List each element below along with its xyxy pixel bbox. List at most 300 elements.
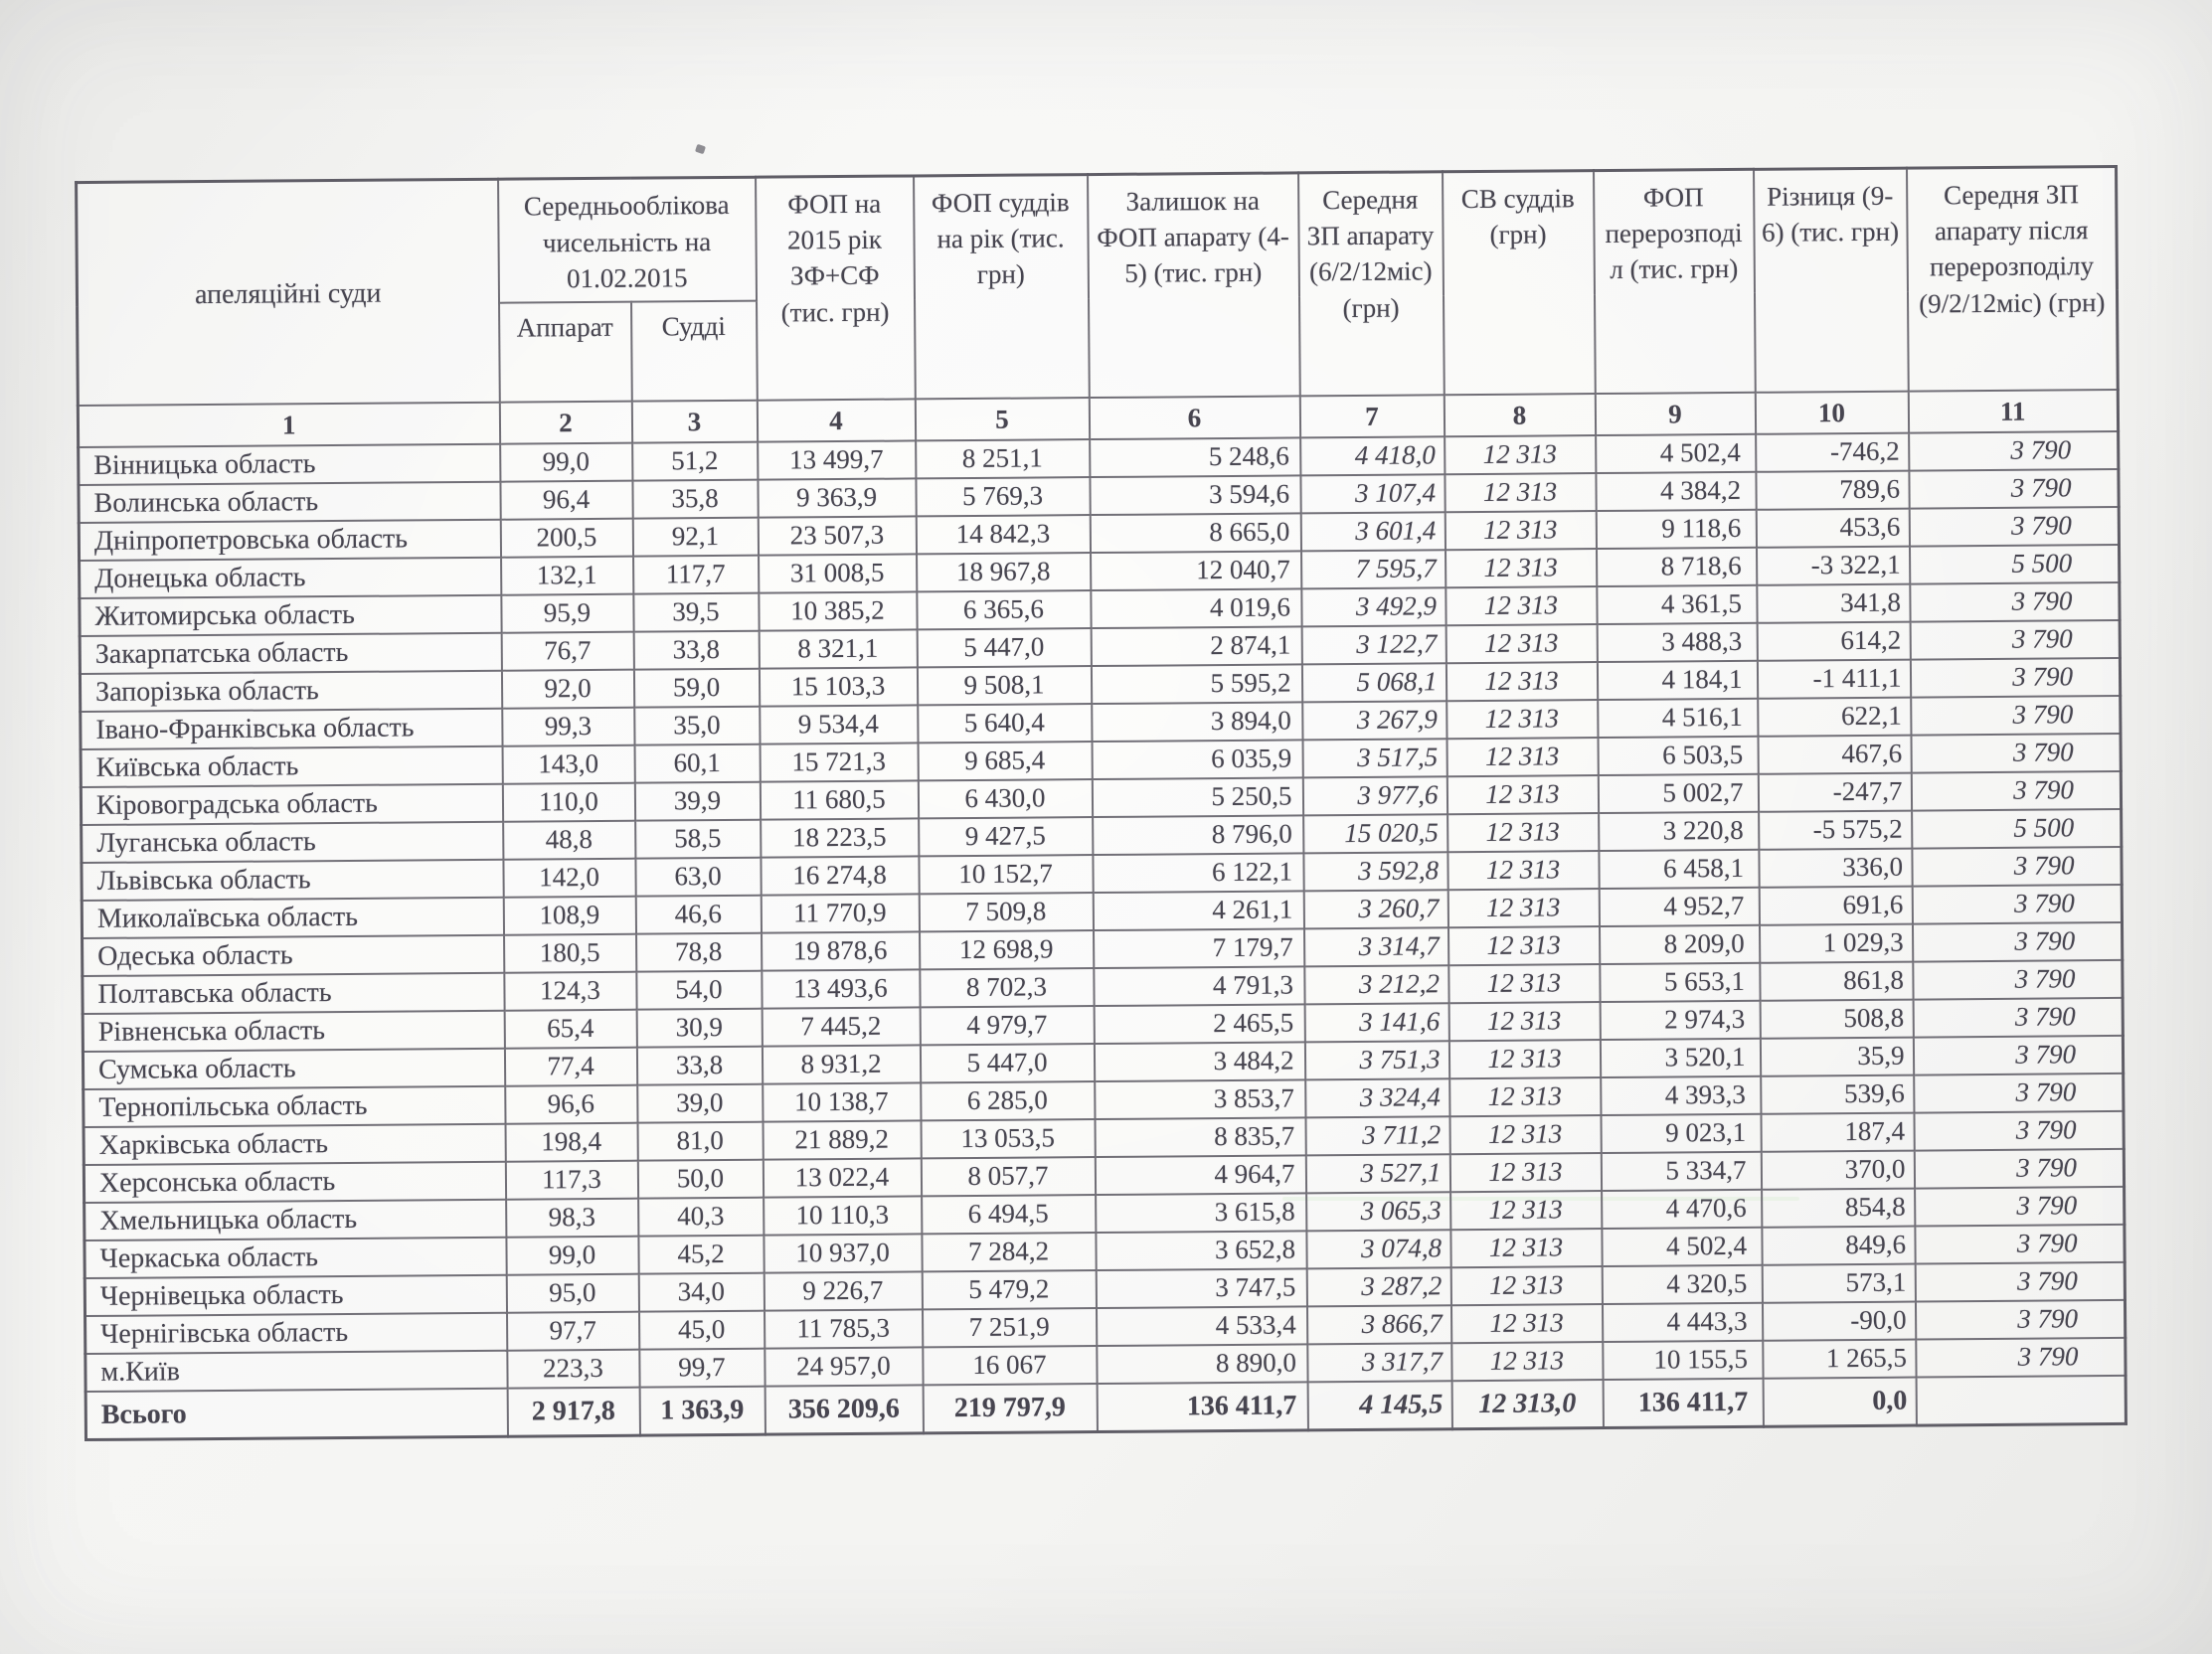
cell: 3 615,8 xyxy=(1096,1193,1306,1233)
cell: 5 250,5 xyxy=(1092,777,1302,817)
region-name: Волинська область xyxy=(79,481,500,522)
cell: 12 313 xyxy=(1447,926,1599,965)
cell: 4 533,4 xyxy=(1096,1306,1306,1346)
cell: -1 411,1 xyxy=(1757,659,1910,698)
cell: 6 430,0 xyxy=(918,779,1092,818)
cell: 7 595,7 xyxy=(1301,550,1446,588)
cell: 81,0 xyxy=(637,1121,763,1160)
cell: 8 209,0 xyxy=(1599,924,1759,963)
cell: 3 790 xyxy=(1910,658,2120,698)
cell: -90,0 xyxy=(1762,1301,1915,1340)
cell: 3 488,3 xyxy=(1597,622,1757,661)
cell: 92,0 xyxy=(501,669,633,708)
cell: 12 313 xyxy=(1447,813,1599,852)
cell: 23 507,3 xyxy=(758,516,916,555)
cell: 6 458,1 xyxy=(1599,849,1759,888)
cell: 33,8 xyxy=(636,1046,762,1084)
cell: 97,7 xyxy=(507,1311,639,1350)
scan-speck xyxy=(695,144,706,154)
cell: 96,4 xyxy=(500,480,632,519)
cell: 2 465,5 xyxy=(1094,1004,1304,1044)
cell: 467,6 xyxy=(1758,735,1911,773)
cell: 3 652,8 xyxy=(1096,1231,1306,1270)
cell: 12 313 xyxy=(1446,738,1598,776)
cell: 45,0 xyxy=(639,1310,765,1349)
cell: 8 931,2 xyxy=(762,1045,920,1083)
cell: 3 594,6 xyxy=(1090,475,1300,515)
cell: 3 790 xyxy=(1915,1187,2125,1227)
cell: -247,7 xyxy=(1758,772,1911,811)
cell: 3 790 xyxy=(1916,1338,2126,1378)
cell: 15 020,5 xyxy=(1303,814,1447,853)
cell: 4 952,7 xyxy=(1599,887,1759,925)
cell: 5 640,4 xyxy=(918,704,1092,743)
cell: 12 313 xyxy=(1448,1040,1600,1078)
cell: 3 790 xyxy=(1914,1074,2124,1113)
cell: 10 937,0 xyxy=(764,1234,922,1272)
cell: 6 503,5 xyxy=(1598,736,1758,774)
col-number: 6 xyxy=(1089,396,1299,439)
cell: 854,8 xyxy=(1762,1188,1915,1227)
cell: 3 853,7 xyxy=(1095,1079,1305,1119)
cell: 341,8 xyxy=(1757,583,1910,622)
cell: 198,4 xyxy=(505,1122,637,1161)
cell: 136 411,7 xyxy=(1097,1382,1307,1431)
cell: 539,6 xyxy=(1761,1075,1914,1113)
cell: 3 790 xyxy=(1913,1036,2123,1075)
cell: 63,0 xyxy=(635,857,761,896)
col-number: 3 xyxy=(631,400,757,442)
cell: 4 145,5 xyxy=(1307,1381,1451,1430)
cell: 8 796,0 xyxy=(1093,815,1303,855)
cell: 21 889,2 xyxy=(763,1120,921,1159)
cell: 4 184,1 xyxy=(1597,660,1757,699)
cell: 99,3 xyxy=(502,707,634,745)
cell: 8 835,7 xyxy=(1095,1117,1305,1157)
cell: 3 314,7 xyxy=(1303,927,1447,966)
region-name: Івано-Франківська область xyxy=(81,708,502,748)
cell: 8 057,7 xyxy=(921,1157,1095,1196)
cell: 13 493,6 xyxy=(762,969,920,1008)
cell: 110,0 xyxy=(502,782,634,821)
cell: 117,7 xyxy=(633,555,759,593)
cell: 95,0 xyxy=(506,1273,638,1312)
cell: 12 313 xyxy=(1445,511,1596,550)
cell: 8 702,3 xyxy=(920,968,1094,1007)
cell: 3 866,7 xyxy=(1306,1305,1450,1344)
cell: 4 516,1 xyxy=(1598,698,1758,737)
region-name: Черкаська область xyxy=(85,1237,506,1277)
cell: 11 785,3 xyxy=(764,1309,922,1348)
cell: 12 313 xyxy=(1449,1115,1601,1154)
cell: 12 313 xyxy=(1451,1342,1603,1381)
cell: 59,0 xyxy=(633,668,759,707)
header-avg-salary-after: Середня ЗП апарату після перерозподілу (9/2/12міс) (грн) xyxy=(1907,166,2119,391)
cell: 10 110,3 xyxy=(764,1196,922,1235)
table-body xyxy=(79,431,2127,1440)
cell: 849,6 xyxy=(1762,1226,1915,1264)
scan-area xyxy=(75,165,2125,1441)
cell: 12 313 xyxy=(1450,1191,1602,1230)
cell: 12 313 xyxy=(1448,1002,1600,1041)
cell: 4 791,3 xyxy=(1094,966,1304,1006)
cell: 5 248,6 xyxy=(1090,437,1300,477)
cell: 3 074,8 xyxy=(1306,1230,1450,1268)
cell: 12 313 xyxy=(1446,662,1597,701)
cell: 8 251,1 xyxy=(916,439,1090,478)
cell: 2 917,8 xyxy=(507,1387,639,1436)
cell: 96,6 xyxy=(505,1084,637,1123)
cell: 31 008,5 xyxy=(759,554,917,592)
cell: 117,3 xyxy=(505,1160,637,1199)
cell: 5 334,7 xyxy=(1601,1151,1761,1190)
region-name: Кіровоградська область xyxy=(81,783,502,824)
cell: 4 964,7 xyxy=(1095,1155,1305,1195)
cell: 142,0 xyxy=(503,858,635,897)
cell: 3 484,2 xyxy=(1094,1042,1304,1081)
cell: 7 509,8 xyxy=(919,893,1093,931)
cell: 132,1 xyxy=(501,556,633,594)
cell: 35,9 xyxy=(1760,1037,1913,1075)
cell: 3 324,4 xyxy=(1305,1078,1449,1117)
cell: 6 035,9 xyxy=(1092,740,1302,779)
cell: 5 479,2 xyxy=(922,1270,1096,1309)
cell: 11 770,9 xyxy=(761,894,919,932)
cell: 12 313 xyxy=(1447,851,1599,890)
cell: 4 470,6 xyxy=(1602,1189,1762,1228)
cell: 136 411,7 xyxy=(1603,1378,1763,1427)
cell: 108,9 xyxy=(503,896,635,934)
cell: 3 790 xyxy=(1912,922,2122,962)
header-difference: Різниця (9-6) (тис. грн) xyxy=(1754,168,1909,392)
cell: 5 500 xyxy=(1909,545,2119,584)
cell: 3 122,7 xyxy=(1301,625,1446,664)
cell: 8 665,0 xyxy=(1090,513,1300,553)
cell: 4 979,7 xyxy=(920,1006,1094,1045)
cell: 10 155,5 xyxy=(1603,1340,1763,1379)
cell: 4 384,2 xyxy=(1596,471,1756,510)
cell: 4 320,5 xyxy=(1602,1264,1762,1303)
cell: 4 261,1 xyxy=(1093,891,1303,930)
cell: 15 103,3 xyxy=(759,667,917,706)
cell: 99,0 xyxy=(506,1236,638,1274)
cell: 40,3 xyxy=(638,1197,764,1236)
cell: 12 698,9 xyxy=(920,930,1094,969)
cell: 3 107,4 xyxy=(1300,474,1445,513)
cell: 5 769,3 xyxy=(916,477,1090,516)
region-name: Київська область xyxy=(81,745,502,786)
cell: 13 053,5 xyxy=(921,1119,1095,1158)
cell: 12 313 xyxy=(1446,775,1598,814)
region-name: м.Київ xyxy=(85,1350,507,1391)
region-name: Донецька область xyxy=(80,557,501,597)
header-fop-redistribution: ФОП перерозподіл (тис. грн) xyxy=(1594,169,1756,393)
cell: 219 797,9 xyxy=(923,1384,1097,1433)
cell: 9 508,1 xyxy=(917,666,1091,705)
cell: 39,5 xyxy=(633,592,759,631)
cell: 16 274,8 xyxy=(761,856,919,895)
header-avg-salary: Середня ЗП апарату (6/2/12міс) (грн) xyxy=(1298,172,1445,396)
col-number: 4 xyxy=(757,399,915,441)
cell: 3 492,9 xyxy=(1301,587,1446,626)
cell: 3 267,9 xyxy=(1302,701,1446,740)
cell: 7 445,2 xyxy=(762,1007,920,1046)
cell: 3 790 xyxy=(1911,771,2121,811)
col-number: 9 xyxy=(1595,392,1755,434)
cell: 124,3 xyxy=(504,971,636,1010)
cell: 10 385,2 xyxy=(759,591,917,630)
cell: 51,2 xyxy=(632,441,758,480)
cell: 4 502,4 xyxy=(1596,433,1756,472)
cell: 78,8 xyxy=(636,932,762,971)
cell: 12 313 xyxy=(1449,1153,1601,1192)
cell: 508,8 xyxy=(1760,999,1913,1038)
cell: 0,0 xyxy=(1763,1377,1916,1426)
cell: 614,2 xyxy=(1757,621,1910,660)
header-row-top xyxy=(77,166,2118,305)
cell: 3 894,0 xyxy=(1092,702,1302,742)
region-name: Херсонська область xyxy=(84,1161,505,1202)
cell: 12 313 xyxy=(1446,700,1598,739)
cell: 336,0 xyxy=(1759,848,1912,887)
cell: 19 878,6 xyxy=(762,931,920,970)
cell: 98,3 xyxy=(506,1198,638,1237)
cell: 92,1 xyxy=(632,517,758,556)
cell: 3 790 xyxy=(1913,960,2123,1000)
cell: 573,1 xyxy=(1762,1263,1915,1302)
cell: 3 790 xyxy=(1914,1149,2124,1189)
cell: 3 751,3 xyxy=(1304,1041,1448,1079)
cell: 4 019,6 xyxy=(1091,588,1301,628)
cell: 24 957,0 xyxy=(765,1347,923,1386)
cell: 10 152,7 xyxy=(919,855,1093,894)
region-name: Рівненська область xyxy=(83,1010,504,1051)
cell: 3 790 xyxy=(1914,1111,2124,1151)
cell: 1 363,9 xyxy=(639,1386,765,1434)
cell: 3 212,2 xyxy=(1304,965,1448,1004)
cell: -746,2 xyxy=(1756,432,1909,471)
header-fop-2015: ФОП на 2015 рік ЗФ+СФ (тис. грн) xyxy=(756,176,916,400)
cell: 3 790 xyxy=(1913,998,2123,1038)
region-name: Закарпатська область xyxy=(80,632,501,673)
region-name: Вінницька область xyxy=(79,443,500,484)
cell: 7 251,9 xyxy=(922,1308,1096,1347)
cell: 6 365,6 xyxy=(917,590,1091,629)
cell: 7 284,2 xyxy=(922,1233,1096,1271)
cell: 7 179,7 xyxy=(1094,928,1304,968)
cell: 54,0 xyxy=(636,970,762,1009)
cell: 861,8 xyxy=(1760,961,1913,1000)
cell: 18 223,5 xyxy=(761,818,919,857)
cell: 30,9 xyxy=(636,1008,762,1047)
cell: 76,7 xyxy=(501,631,633,670)
cell: 223,3 xyxy=(507,1349,639,1388)
cell: 14 842,3 xyxy=(916,515,1090,554)
cell: 12 313 xyxy=(1446,549,1597,587)
cell: 200,5 xyxy=(500,518,632,557)
cell: 187,4 xyxy=(1761,1112,1914,1151)
total-label: Всього xyxy=(85,1388,507,1439)
cell: 9 427,5 xyxy=(919,817,1093,856)
region-name: Житомирська область xyxy=(80,594,501,635)
cell: 4 418,0 xyxy=(1300,436,1445,475)
cell: 33,8 xyxy=(633,630,759,669)
cell: 34,0 xyxy=(638,1272,764,1311)
cell: 3 790 xyxy=(1910,582,2120,622)
cell: 12 313 xyxy=(1450,1266,1602,1305)
header-staff: Аппарат xyxy=(499,301,632,402)
cell: 3 527,1 xyxy=(1305,1154,1449,1193)
region-name: Тернопільська область xyxy=(84,1085,505,1126)
cell: 1 029,3 xyxy=(1759,923,1912,962)
cell: 16 067 xyxy=(923,1346,1097,1385)
cell: 13 022,4 xyxy=(763,1158,921,1197)
header-courts: апеляційні суди xyxy=(77,179,500,405)
cell: 622,1 xyxy=(1758,697,1911,736)
region-name: Чернігівська область xyxy=(85,1312,507,1353)
col-number: 10 xyxy=(1755,391,1908,433)
header-avg-count: Середньооблікова чисельність на 01.02.2015 xyxy=(498,177,757,302)
region-name: Запорізька область xyxy=(80,670,501,711)
cell: 3 790 xyxy=(1910,620,2120,660)
cell: 4 393,3 xyxy=(1601,1075,1761,1114)
cell: 99,0 xyxy=(500,442,632,481)
cell: 3 790 xyxy=(1915,1225,2125,1264)
cell: 8 321,1 xyxy=(759,629,917,668)
cell: 13 499,7 xyxy=(758,440,916,479)
cell: 6 122,1 xyxy=(1093,853,1303,893)
cell: 1 265,5 xyxy=(1763,1339,1916,1378)
cell: 95,9 xyxy=(501,593,633,632)
cell: 5 595,2 xyxy=(1091,664,1301,704)
cell: 5 002,7 xyxy=(1598,773,1758,812)
cell: 3 790 xyxy=(1912,885,2122,924)
cell xyxy=(1916,1376,2126,1425)
cell: 2 874,1 xyxy=(1091,626,1301,666)
cell: 39,9 xyxy=(634,781,760,820)
cell: -3 322,1 xyxy=(1756,546,1909,584)
region-name: Миколаївська область xyxy=(82,897,503,937)
cell: 8 890,0 xyxy=(1097,1344,1307,1384)
cell: 9 118,6 xyxy=(1596,509,1756,548)
col-number: 2 xyxy=(499,401,631,443)
cell: 3 790 xyxy=(1909,431,2119,471)
cell: 3 790 xyxy=(1911,734,2121,773)
cell: 3 711,2 xyxy=(1305,1116,1449,1155)
cell: 11 680,5 xyxy=(760,780,918,819)
cell: 4 361,5 xyxy=(1597,584,1757,623)
cell: 3 790 xyxy=(1915,1300,2125,1340)
region-name: Сумська область xyxy=(83,1048,504,1088)
cell: 3 065,3 xyxy=(1306,1192,1450,1231)
cell: 6 285,0 xyxy=(921,1081,1095,1120)
cell: 3 287,2 xyxy=(1306,1267,1450,1306)
cell: 60,1 xyxy=(634,744,760,782)
cell: 12 313 xyxy=(1447,889,1599,927)
cell: 2 974,3 xyxy=(1600,1000,1760,1039)
cell: 3 747,5 xyxy=(1096,1268,1306,1308)
cell: 39,0 xyxy=(637,1083,763,1122)
cell: 5 447,0 xyxy=(917,628,1091,667)
cell: 3 141,6 xyxy=(1304,1003,1448,1042)
cell: 9 363,9 xyxy=(758,478,916,517)
col-number: 7 xyxy=(1299,395,1444,437)
cell: 3 220,8 xyxy=(1599,811,1759,850)
cell: 3 520,1 xyxy=(1600,1038,1760,1076)
cell: 370,0 xyxy=(1761,1150,1914,1189)
cell: 143,0 xyxy=(502,744,634,783)
cell: 5 500 xyxy=(1912,809,2122,849)
cell: 3 790 xyxy=(1911,696,2121,736)
cell: 3 790 xyxy=(1912,847,2122,887)
cell: 18 967,8 xyxy=(917,553,1091,591)
cell: 12 313 xyxy=(1445,435,1596,474)
cell: 691,6 xyxy=(1759,886,1912,924)
col-number: 11 xyxy=(1908,389,2118,432)
region-name: Полтавська область xyxy=(83,972,504,1013)
cell: 3 977,6 xyxy=(1302,776,1446,815)
cell: 9 226,7 xyxy=(764,1271,922,1310)
cell: 12 040,7 xyxy=(1091,551,1301,590)
cell: -5 575,2 xyxy=(1759,810,1912,849)
cell: 12 313 xyxy=(1445,473,1596,512)
salary-table xyxy=(75,165,2127,1441)
cell: 3 601,4 xyxy=(1300,512,1445,551)
cell: 9 685,4 xyxy=(918,742,1092,780)
col-number: 1 xyxy=(78,402,499,447)
cell: 45,2 xyxy=(638,1235,764,1273)
region-name: Луганська область xyxy=(82,821,503,862)
cell: 46,6 xyxy=(635,895,761,933)
cell: 77,4 xyxy=(504,1047,636,1085)
cell: 6 494,5 xyxy=(922,1195,1096,1234)
cell: 9 534,4 xyxy=(760,705,918,744)
header-sv-judges: СВ суддів (грн) xyxy=(1443,171,1596,395)
cell: 4 502,4 xyxy=(1602,1227,1762,1265)
cell: 12 313 xyxy=(1446,586,1597,625)
header-judges: Судді xyxy=(631,300,758,401)
cell: 35,0 xyxy=(634,706,760,744)
region-name: Дніпропетровська область xyxy=(79,519,500,560)
cell: 12 313 xyxy=(1448,964,1600,1003)
region-name: Харківська область xyxy=(84,1123,505,1164)
region-name: Чернівецька область xyxy=(85,1274,506,1315)
cell: 10 138,7 xyxy=(763,1082,921,1121)
cell: 65,4 xyxy=(504,1009,636,1048)
cell: 35,8 xyxy=(632,479,758,518)
cell: 180,5 xyxy=(504,933,636,972)
cell: 15 721,3 xyxy=(760,743,918,781)
header-fop-judges: ФОП суддів на рік (тис. грн) xyxy=(914,175,1090,399)
cell: 3 790 xyxy=(1909,469,2119,509)
cell: 58,5 xyxy=(635,819,761,858)
cell: 356 209,6 xyxy=(765,1385,923,1434)
header-balance: Залишок на ФОП апарату (4-5) (тис. грн) xyxy=(1088,173,1300,398)
cell: 12 313,0 xyxy=(1451,1380,1603,1429)
col-number: 8 xyxy=(1444,394,1595,436)
cell: 3 260,7 xyxy=(1303,890,1447,928)
region-name: Львівська область xyxy=(82,859,503,900)
cell: 12 313 xyxy=(1450,1229,1602,1267)
cell: 8 718,6 xyxy=(1597,547,1757,585)
cell: 789,6 xyxy=(1756,470,1909,509)
cell: 3 790 xyxy=(1909,507,2119,547)
cell: 12 313 xyxy=(1450,1304,1602,1343)
cell: 5 653,1 xyxy=(1600,962,1760,1001)
cell: 3 517,5 xyxy=(1302,739,1446,777)
cell: 3 317,7 xyxy=(1307,1343,1451,1382)
cell: 5 068,1 xyxy=(1301,663,1446,702)
